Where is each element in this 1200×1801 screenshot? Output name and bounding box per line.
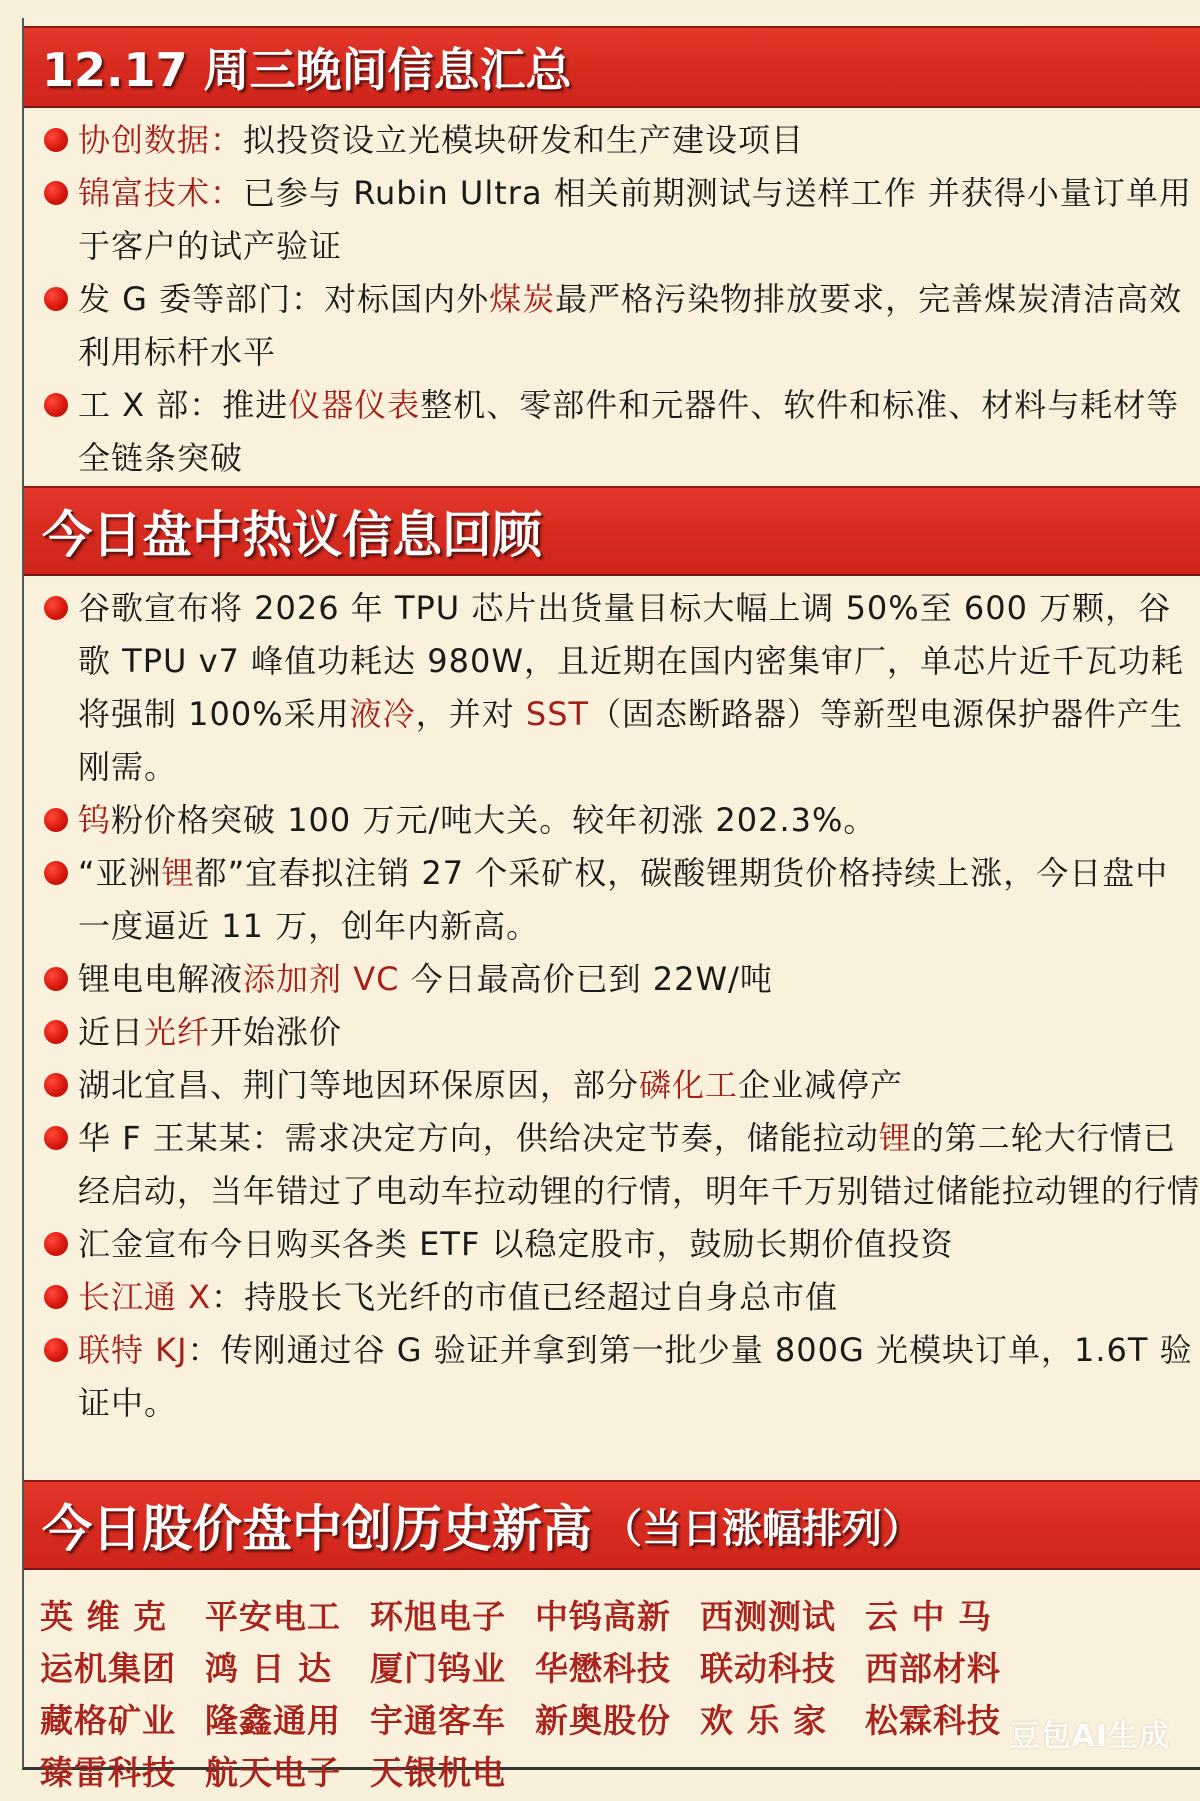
stock-name: 松霖科技 [865, 1700, 1001, 1740]
bullet-dot-icon [44, 287, 68, 311]
stock-name: 隆鑫通用 [205, 1700, 341, 1740]
bullet-dot-icon [44, 393, 68, 417]
body-text: 近日 [78, 1013, 145, 1051]
highlight-text: 仪器仪表 [288, 386, 421, 424]
intraday-review-list [24, 582, 1200, 1430]
bullet-dot-icon [44, 181, 68, 205]
highlight-text: 光纤 [144, 1013, 211, 1051]
section-title: 12.17 周三晚间信息汇总 [42, 43, 572, 97]
body-text: ：传刚通过谷 G 验证并拿到第一批少量 800G 光模块订单，1.6T 验证中。 [78, 1331, 1193, 1422]
stock-name: 中钨高新 [535, 1596, 671, 1636]
news-item [24, 1006, 1200, 1059]
news-item [24, 273, 1200, 379]
highlight-text: 协创数据： [78, 121, 244, 159]
body-text: “亚洲 [78, 854, 162, 892]
body-text: 都”宜春拟注销 27 个采矿权，碳酸锂期货价格持续上涨，今日盘中一度逼近 11 万，创年内新高。 [78, 854, 1169, 945]
stock-name: 天银机电 [370, 1752, 506, 1792]
stock-name: 西测测试 [700, 1596, 836, 1636]
news-item [24, 1218, 1200, 1271]
body-text: 整机、零部件和元器件、软件和标准、材料与耗材等全链条突破 [78, 386, 1180, 477]
body-text: 拟投资设立光模块研发和生产建设项目 [243, 121, 805, 159]
stock-name: 航天电子 [205, 1752, 341, 1792]
stock-name: 运机集团 [40, 1648, 176, 1688]
stock-name: 宇通客车 [370, 1700, 506, 1740]
highlight-text: 锦富技术： [78, 174, 244, 212]
bullet-dot-icon [44, 596, 68, 620]
body-text: 开始涨价 [210, 1013, 343, 1051]
stock-name: 平安电工 [205, 1596, 341, 1636]
bullet-dot-icon [44, 808, 68, 832]
bullet-dot-icon [44, 1073, 68, 1097]
bullet-dot-icon [44, 1232, 68, 1256]
body-text: 已参与 Rubin Ultra 相关前期测试与送样工作 并获得小量订单用于客户的试产验证 [78, 174, 1192, 265]
news-item [24, 379, 1200, 485]
highlight-text: 锂 [878, 1119, 912, 1157]
bullet-dot-icon [44, 1285, 68, 1309]
news-item [24, 1271, 1200, 1324]
news-item [24, 582, 1200, 794]
evening-summary-list [24, 114, 1200, 485]
body-text: ，并对 [415, 695, 526, 733]
body-text: 今日最高价已到 22W/吨 [399, 960, 773, 998]
news-item [24, 953, 1200, 1006]
info-card [22, 18, 1200, 1792]
stock-name: 云 中 马 [865, 1596, 992, 1636]
body-text: 最严格污染物排放要求，完善煤炭清洁高效利用标杆水平 [78, 280, 1183, 371]
body-text: （固态断路器）等新型电源保护器件产生刚需。 [78, 695, 1184, 786]
highlight-text: 锂 [161, 854, 195, 892]
highlight-text: SST [525, 695, 590, 733]
body-text: 华 F 王某某：需求决定方向，供给决定节奏，储能拉动 [78, 1119, 879, 1157]
section-header-evening-summary [24, 26, 1200, 108]
news-item [24, 167, 1200, 273]
highlight-text: 长江通 X [78, 1278, 212, 1316]
body-text: 发 G 委等部门：对标国内外 [78, 280, 490, 318]
body-text: 工 X 部：推进 [78, 386, 289, 424]
stock-name: 环旭电子 [370, 1596, 506, 1636]
stock-name: 英 维 克 [40, 1596, 167, 1636]
section-title: 今日股价盘中创历史新高 [42, 1500, 592, 1558]
body-text: 谷歌宣布将 2026 年 TPU 芯片出货量目标大幅上调 50%至 600 万颗，谷歌 TPU v7 峰值功耗达 980W，且近期在国内密集审厂，单芯片近千瓦功耗将强制 100%采用 [78, 589, 1184, 733]
stock-name: 联动科技 [700, 1648, 836, 1688]
highlight-text: 煤炭 [489, 280, 556, 318]
stock-name: 新奥股份 [535, 1700, 671, 1740]
news-item [24, 114, 1200, 167]
stock-row [40, 1640, 1200, 1692]
highlight-text: 液冷 [349, 695, 416, 733]
stock-name: 华懋科技 [535, 1648, 671, 1688]
highlight-text: 联特 KJ [78, 1331, 188, 1369]
bullet-dot-icon [44, 1020, 68, 1044]
news-item [24, 794, 1200, 847]
section-header-record-highs [24, 1480, 1200, 1570]
highlight-text: 添加剂 VC [243, 960, 400, 998]
body-text: 的第二轮大行情已经启动，当年错过了电动车拉动锂的行情，明年千万别错过储能拉动锂的行情 [78, 1119, 1200, 1210]
section-subtitle: （当日涨幅排列） [602, 1505, 922, 1552]
stock-name: 鸿 日 达 [205, 1648, 332, 1688]
body-text: 锂电电解液 [78, 960, 244, 998]
news-item [24, 847, 1200, 953]
body-text: 湖北宜昌、荆门等地因环保原因，部分 [78, 1066, 640, 1104]
ai-generated-watermark: 豆包AI生成 [1009, 1719, 1170, 1754]
news-item [24, 1324, 1200, 1430]
news-item [24, 1112, 1200, 1218]
stock-name: 厦门钨业 [370, 1648, 506, 1688]
highlight-text: 磷化工 [639, 1066, 739, 1104]
section-header-intraday-review [24, 486, 1200, 576]
stock-name: 藏格矿业 [40, 1700, 176, 1740]
stock-name: 臻雷科技 [40, 1752, 176, 1792]
body-text: 汇金宣布今日购买各类 ETF 以稳定股市，鼓励长期价值投资 [78, 1225, 954, 1263]
body-text: 粉价格突破 100 万元/吨大关。较年初涨 202.3%。 [111, 801, 877, 839]
stock-name: 西部材料 [865, 1648, 1001, 1688]
bullet-dot-icon [44, 128, 68, 152]
bullet-dot-icon [44, 1126, 68, 1150]
body-text: 企业减停产 [738, 1066, 904, 1104]
highlight-text: 钨 [78, 801, 112, 839]
news-item [24, 1059, 1200, 1112]
record-high-stock-grid [40, 1588, 1200, 1796]
stock-row [40, 1588, 1200, 1640]
bullet-dot-icon [44, 861, 68, 885]
bullet-dot-icon [44, 1338, 68, 1362]
body-text: ：持股长飞光纤的市值已经超过自身总市值 [211, 1278, 839, 1316]
bullet-dot-icon [44, 967, 68, 991]
section-title: 今日盘中热议信息回顾 [42, 506, 542, 564]
stock-name: 欢 乐 家 [700, 1700, 827, 1740]
